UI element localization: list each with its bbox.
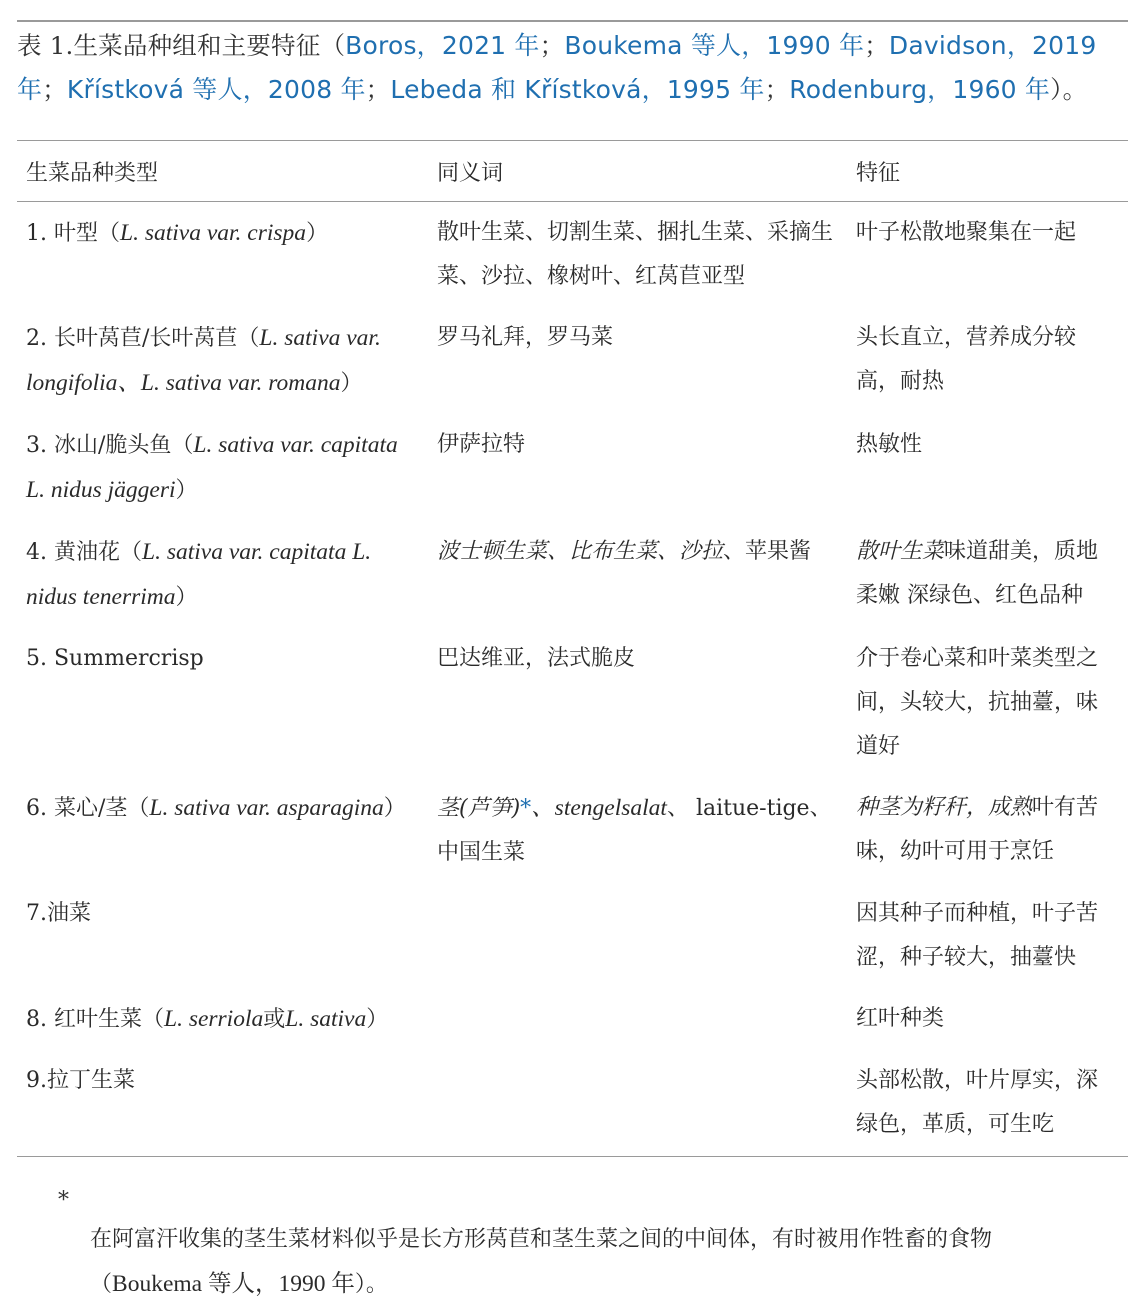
cell-synonyms: 伊萨拉特 — [437, 432, 526, 457]
table-row — [17, 522, 1128, 629]
cell-features: 热敏性 — [856, 432, 923, 457]
top-rule — [17, 20, 1128, 22]
cell-synonyms — [428, 989, 847, 1051]
cell-type: 7.油菜 — [26, 901, 91, 926]
header-synonyms: 同义词 — [428, 141, 847, 202]
table-row — [17, 1051, 1128, 1157]
table-row — [17, 629, 1128, 778]
table-row — [17, 415, 1128, 522]
citation-link[interactable]: Lebeda 和 Křístková，1995 年 — [390, 75, 765, 104]
cell-features: 散叶生菜味道甜美，质地柔嫩 深绿色、红色品种 — [856, 539, 1099, 608]
cell-features: 头长直立，营养成分较高，耐热 — [856, 325, 1077, 394]
citation-link[interactable]: Boros，2021 年 — [345, 31, 540, 60]
header-features: 特征 — [847, 141, 1128, 202]
cell-features: 头部松散，叶片厚实，深绿色，革质，可生吃 — [847, 1051, 1128, 1157]
table-row — [17, 884, 1128, 989]
citation-link[interactable]: Křístková 等人，2008 年 — [66, 75, 366, 104]
cell-features: 叶子松散地聚集在一起 — [856, 220, 1077, 245]
cell-synonyms: 巴达维亚，法式脆皮 — [437, 646, 636, 671]
table-row — [17, 202, 1128, 309]
citation-link[interactable]: Boukema 等人，1990 年 — [564, 31, 865, 60]
lettuce-table — [17, 140, 1128, 1157]
cell-type: 8. 红叶生菜（L. serriola或L. sativa） — [26, 1006, 389, 1032]
table-caption: 表 1.生菜品种组和主要特征（Boros，2021 年；Boukema 等人，1990 年；Davidson，2019 年；Křístková 等人，2008 年；Lebeda 和 Křístková，1995 年；Rodenburg，1960 年）。 — [17, 31, 1097, 104]
cell-type: 2. 长叶莴苣/长叶莴苣（L. sativa var. longifolia、L. sativa var. romana） — [26, 325, 381, 396]
cell-features: 介于卷心菜和叶菜类型之间，头较大，抗抽薹，味道好 — [856, 646, 1099, 759]
cell-features: 红叶种类 — [856, 1006, 945, 1031]
table-row — [17, 778, 1128, 884]
table-row — [17, 308, 1128, 415]
cell-type: 1. 叶型（L. sativa var. crispa） — [26, 220, 329, 246]
footnote-marker: * — [58, 1188, 69, 1213]
cell-type: 6. 菜心/茎（L. sativa var. asparagina） — [26, 795, 406, 821]
cell-synonyms: 散叶生菜、切割生菜、捆扎生菜、采摘生菜、沙拉、橡树叶、红莴苣亚型 — [437, 220, 834, 289]
table-header-row — [17, 141, 1128, 202]
cell-type: 4. 黄油花（L. sativa var. capitata L. nidus tenerrima） — [26, 539, 372, 610]
cell-synonyms: 茎(芦笋)*、stengelsalat、 laitue-tige、中国生菜 — [437, 795, 832, 865]
cell-synonyms: 罗马礼拜，罗马菜 — [437, 325, 614, 350]
cell-type: 5. Summercrisp — [26, 646, 204, 671]
citation-link[interactable]: Rodenburg，1960 年 — [789, 75, 1051, 104]
cell-features: 种茎为籽秆，成熟叶有苦味，幼叶可用于烹饪 — [856, 795, 1099, 864]
citation-link[interactable]: Davidson，2019 年 — [17, 31, 1097, 104]
cell-features: 因其种子而种植，叶子苦涩，种子较大，抽薹快 — [856, 901, 1099, 970]
cell-synonyms: 波士顿生菜、比布生菜、沙拉、苹果酱 — [437, 539, 812, 564]
cell-type: 3. 冰山/脆头鱼（L. sativa var. capitata L. nidus jäggeri） — [26, 432, 398, 503]
cell-synonyms — [428, 884, 847, 989]
caption-label: 表 1.生菜品种组和主要特征（ — [17, 31, 346, 60]
cell-type: 9.拉丁生菜 — [17, 1051, 428, 1157]
table-row — [17, 989, 1128, 1051]
footnote-text: 在阿富汗收集的茎生菜材料似乎是长方形莴苣和茎生菜之间的中间体，有时被用作牲畜的食物（Boukema 等人，1990 年）。 — [90, 1227, 993, 1297]
header-type: 生菜品种类型 — [17, 141, 428, 202]
cell-synonyms — [428, 1051, 847, 1157]
footnote-marker-link[interactable]: * — [520, 796, 532, 821]
